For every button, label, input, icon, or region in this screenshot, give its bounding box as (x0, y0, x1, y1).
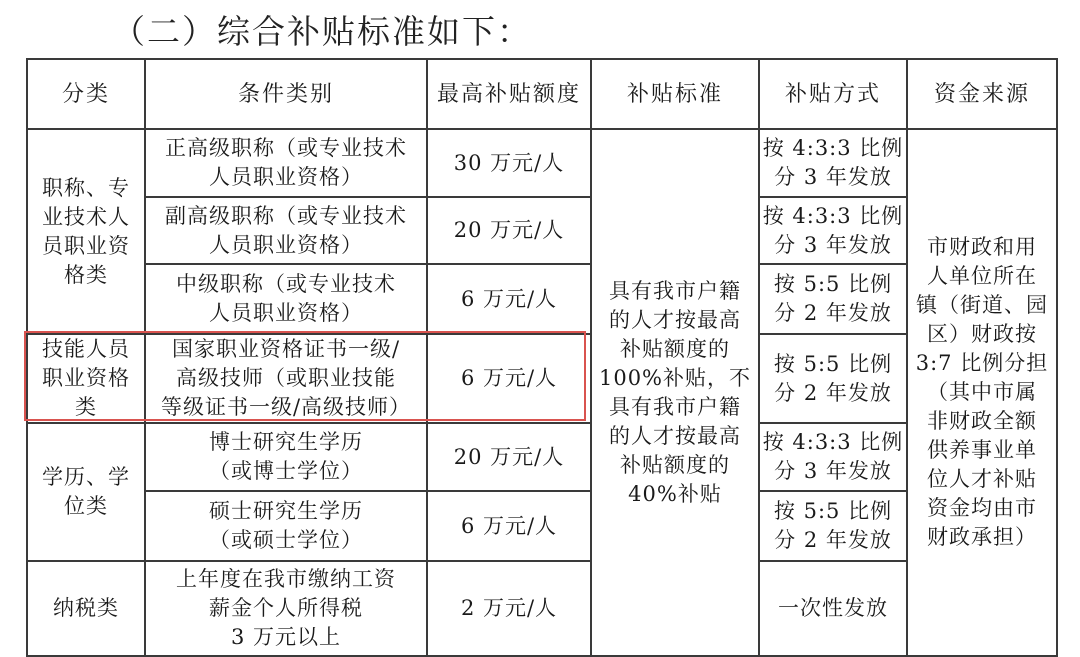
header-method: 补贴方式 (759, 59, 907, 129)
condition-cell: 博士研究生学历 （或博士学位） (145, 423, 427, 491)
table-row (27, 197, 1057, 264)
condition-cell: 上年度在我市缴纳工资 薪金个人所得税 3 万元以上 (145, 561, 427, 656)
method-cell: 按 4:3:3 比例 分 3 年发放 (759, 197, 907, 264)
table-row (27, 264, 1057, 334)
header-category: 分类 (27, 59, 145, 129)
condition-cell: 硕士研究生学历 （或硕士学位） (145, 491, 427, 561)
source-cell: 市财政和用 人单位所在 镇（街道、园 区）财政按 3:7 比例分担 （其中市属 非财政全额 供养事业单 位人才补贴 资金均由市 财政承担） (907, 129, 1057, 656)
amount-cell: 2 万元/人 (427, 561, 591, 656)
category-tax-cell: 纳税类 (27, 561, 145, 656)
header-standard: 补贴标准 (591, 59, 759, 129)
condition-cell: 中级职称（或专业技术 人员职业资格） (145, 264, 427, 334)
amount-cell: 20 万元/人 (427, 423, 591, 491)
table-row (27, 561, 1057, 656)
condition-cell: 正高级职称（或专业技术 人员职业资格） (145, 129, 427, 197)
category-title-cell: 职称、专 业技术人 员职业资 格类 (27, 129, 145, 334)
method-cell: 一次性发放 (759, 561, 907, 656)
method-cell: 按 5:5 比例 分 2 年发放 (759, 334, 907, 423)
method-cell: 按 4:3:3 比例 分 3 年发放 (759, 129, 907, 197)
table-header-row (27, 59, 1057, 129)
table-row (27, 423, 1057, 491)
condition-cell: 副高级职称（或专业技术 人员职业资格） (145, 197, 427, 264)
amount-cell: 6 万元/人 (427, 491, 591, 561)
amount-cell: 6 万元/人 (427, 334, 591, 423)
section-heading: （二）综合补贴标准如下： (112, 12, 532, 51)
method-cell: 按 5:5 比例 分 2 年发放 (759, 264, 907, 334)
table-row (27, 491, 1057, 561)
header-max-amount: 最高补贴额度 (427, 59, 591, 129)
category-skill-cell: 技能人员 职业资格 类 (27, 334, 145, 423)
subsidy-table (26, 58, 1058, 657)
header-condition: 条件类别 (145, 59, 427, 129)
standard-cell: 具有我市户籍 的人才按最高 补贴额度的 100%补贴，不 具有我市户籍 的人才按最高 补贴额度的 40%补贴 (591, 129, 759, 656)
category-degree-cell: 学历、学 位类 (27, 423, 145, 561)
method-cell: 按 4:3:3 比例 分 3 年发放 (759, 423, 907, 491)
method-cell: 按 5:5 比例 分 2 年发放 (759, 491, 907, 561)
table-row (27, 334, 1057, 423)
amount-cell: 6 万元/人 (427, 264, 591, 334)
table-row (27, 129, 1057, 197)
amount-cell: 30 万元/人 (427, 129, 591, 197)
condition-cell: 国家职业资格证书一级/ 高级技师（或职业技能 等级证书一级/高级技师） (145, 334, 427, 423)
amount-cell: 20 万元/人 (427, 197, 591, 264)
header-source: 资金来源 (907, 59, 1057, 129)
